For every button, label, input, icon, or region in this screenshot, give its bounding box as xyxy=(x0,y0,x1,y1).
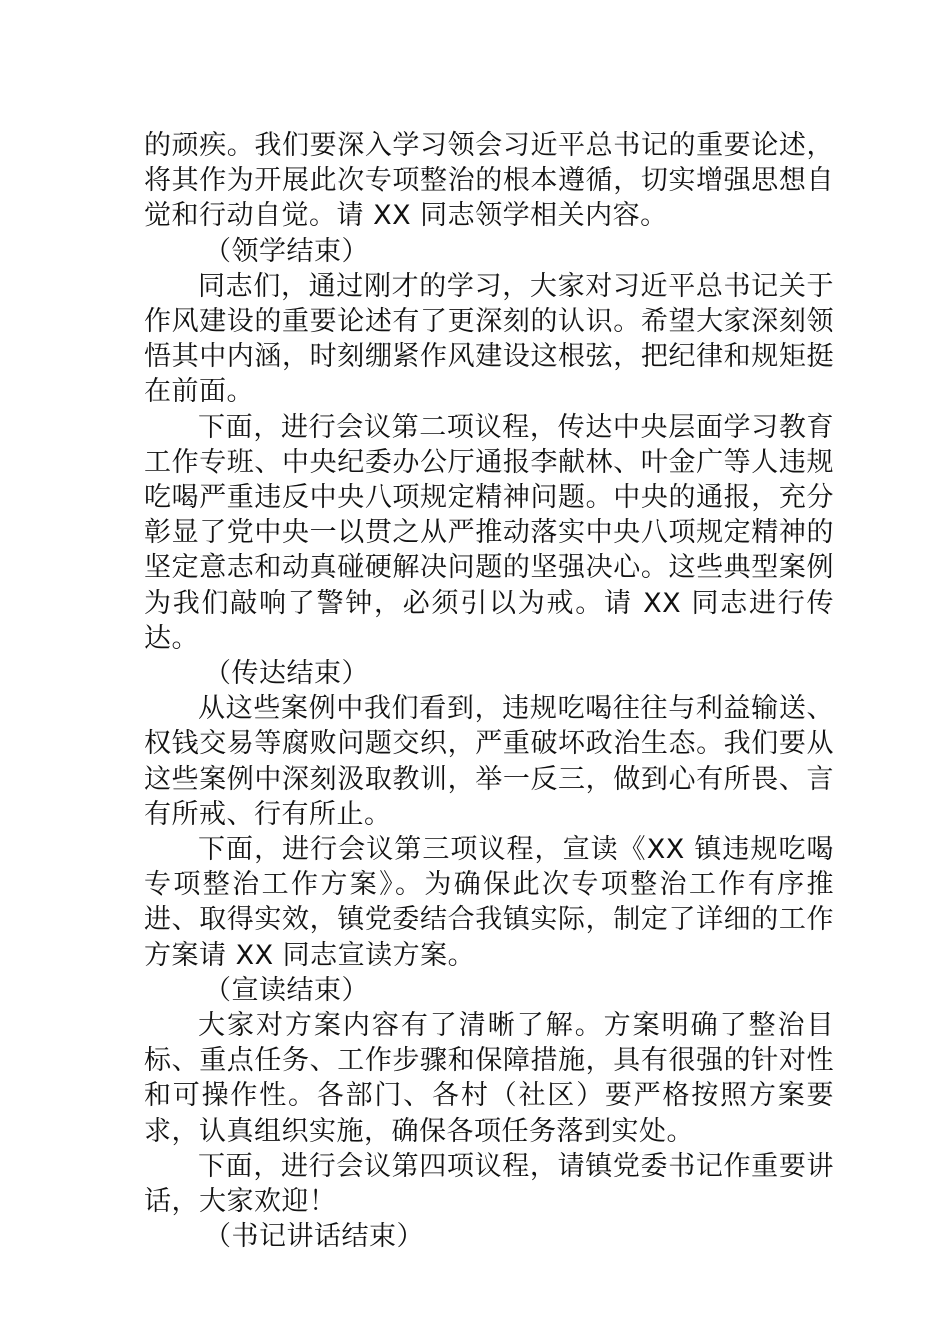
stage-note-reading-end: （宣读结束） xyxy=(204,974,369,1006)
stage-note-relay-end: （传达结束） xyxy=(204,658,369,690)
paragraph-case-lessons: 从这些案例中我们看到，违规吃喝往往与利益输送、权钱交易等腐败问题交织，严重破坏政治生态。我们要从这些案例中深刻汲取教训，举一反三，做到心有所畏、言有所戒、行有所止。 xyxy=(144,693,834,830)
paragraph-agenda-item-4: 下面，进行会议第四项议程，请镇党委书记作重要讲话，大家欢迎！ xyxy=(144,1150,834,1218)
stage-note-lead-study-end: （领学结束） xyxy=(204,235,369,267)
paragraph-plan-summary: 大家对方案内容有了清晰了解。方案明确了整治目标、重点任务、工作步骤和保障措施，具有很强的针对性和可操作性。各部门、各村（社区）要严格按照方案要求，认真组织实施，确保各项任务落到实处。 xyxy=(144,1010,834,1147)
stage-note-speech-end: （书记讲话结束） xyxy=(204,1221,424,1253)
paragraph-study-summary: 同志们，通过刚才的学习，大家对习近平总书记关于作风建设的重要论述有了更深刻的认识。希望大家深刻领悟其中内涵，时刻绷紧作风建设这根弦，把纪律和规矩挺在前面。 xyxy=(144,270,834,408)
paragraph-continuation: 的顽疾。我们要深入学习领会习近平总书记的重要论述，将其作为开展此次专项整治的根本遵循，切实增强思想自觉和行动自觉。请 XX 同志领学相关内容。 xyxy=(144,130,834,232)
paragraph-agenda-item-3: 下面，进行会议第三项议程，宣读《XX 镇违规吃喝专项整治工作方案》。为确保此次专项整治工作有序推进、取得实效，镇党委结合我镇实际，制定了详细的工作方案请 XX 同志宣读方案。 xyxy=(144,834,834,971)
paragraph-agenda-item-2: 下面，进行会议第二项议程，传达中央层面学习教育工作专班、中央纪委办公厅通报李献林、叶金广等人违规吃喝严重违反中央八项规定精神问题。中央的通报，充分彰显了党中央一以贯之从严推动落实中央八项规定精神的坚定意志和动真碰硬解决问题的坚强决心。这些典型案例为我们敲响了警钟，必须引以为戒。请 XX 同志进行传达。 xyxy=(144,411,834,654)
document-body xyxy=(144,128,834,1255)
